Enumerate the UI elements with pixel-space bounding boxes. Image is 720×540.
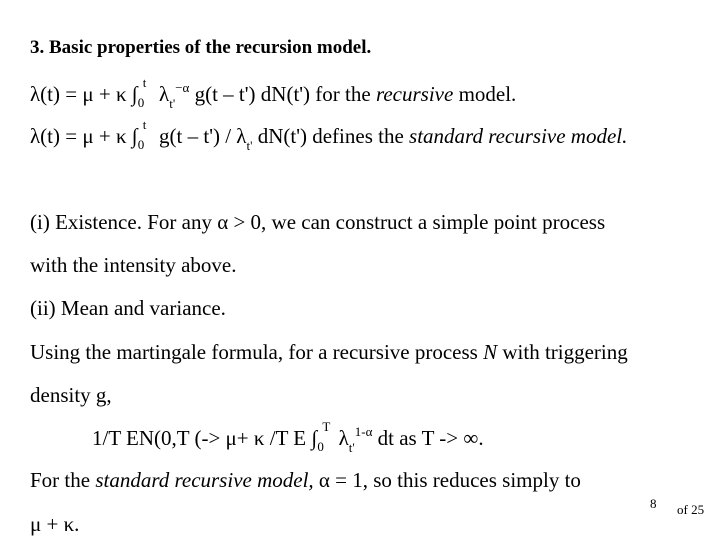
eq2-lambda-subscript: t' [246, 138, 253, 153]
integral-lower-limit: 0 [137, 95, 145, 110]
eq1-lambda-subscript: t' [169, 96, 176, 111]
eq1-lambda-superscript: −α [175, 80, 190, 95]
process-N: N [483, 340, 498, 364]
eq3-rest: dt as T -> ∞. [372, 426, 484, 450]
integral-lower-limit: 0 [317, 439, 324, 454]
eq1-rest: g(t – t') dN(t') for the [189, 82, 376, 106]
eq3-lhs: 1/T EN(0,T (-> μ+ κ /T E [92, 426, 312, 450]
eq1-end: model. [453, 82, 517, 106]
integral-sign: ∫ t 0 [131, 75, 147, 110]
integral-upper-limit: t [142, 75, 147, 90]
martingale-line: Using the martingale formula, for a recursive process N with triggering [30, 340, 628, 364]
existence-line-1: (i) Existence. For any α > 0, we can construct a simple point process [30, 210, 606, 234]
integral-upper-limit: T [322, 419, 331, 434]
eq3-lambda-superscript: 1-α [354, 424, 373, 439]
eq3-lambda: λ [333, 426, 349, 450]
eq1-lhs: λ(t) = μ + κ [30, 82, 132, 106]
integral-lower-limit: 0 [137, 137, 145, 152]
equation-mean-limit [92, 419, 484, 455]
mean-variance-heading: (ii) Mean and variance. [30, 296, 226, 320]
standard-model-italic: standard recursive model, [95, 468, 314, 492]
eq2-mid: g(t – t') / λ [153, 124, 247, 148]
eq2-lhs: λ(t) = μ + κ [30, 124, 132, 148]
page-total: of 25 [677, 502, 705, 517]
eq1-italic: recursive [375, 82, 454, 106]
result-line: μ + κ. [30, 512, 80, 536]
integral-upper-limit: t [142, 117, 147, 132]
integral-sign: ∫ t 0 [131, 117, 147, 152]
eq3-lambda-subscript: t' [348, 440, 355, 455]
standard-model-line: For the standard recursive model, α = 1, so this reduces simply to [30, 468, 581, 492]
density-line: density g, [30, 383, 112, 407]
eq1-lambda: λ [153, 82, 170, 106]
equation-standard-recursive-model [30, 117, 628, 153]
existence-line-2: with the intensity above. [30, 253, 237, 277]
eq2-rest: dN(t') defines the [252, 124, 410, 148]
integral-sign: ∫ T 0 [311, 419, 331, 454]
page-number: 8 [650, 496, 657, 511]
eq2-italic: standard recursive model. [409, 124, 628, 148]
page-title: 3. Basic properties of the recursion model. [30, 37, 372, 58]
equation-recursive-model [30, 75, 517, 111]
